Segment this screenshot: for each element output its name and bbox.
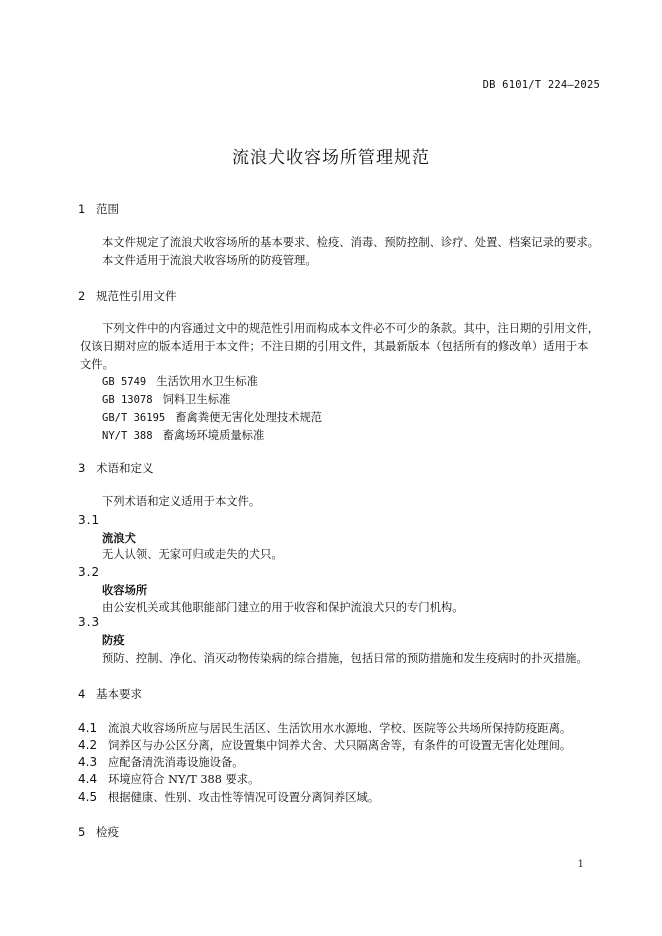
reference-code: GB 13078: [102, 394, 153, 406]
requirement-number: 4.2: [78, 738, 98, 752]
term-definition: 预防、控制、净化、消灭动物传染病的综合措施，包括日常的预防措施和发生疫病时的扑灭措施。: [102, 652, 588, 665]
term-name: 收容场所: [102, 584, 148, 597]
reference-name: 饲料卫生标准: [162, 393, 231, 406]
requirement-number: 4.5: [78, 790, 98, 804]
section-title: 范围: [96, 202, 119, 216]
references-intro-text-3: 文件。: [80, 358, 114, 371]
references-intro-line-3: [80, 355, 604, 374]
reference-name: 生活饮用水卫生标准: [156, 375, 258, 388]
requirement-item: [78, 737, 571, 753]
section-heading-scope: [78, 201, 119, 217]
scope-paragraph-2: [80, 251, 604, 270]
section-number: 4: [78, 687, 86, 701]
requirement-item: [78, 754, 244, 770]
section-title: 规范性引用文件: [96, 289, 177, 303]
reference-item: [102, 409, 322, 425]
reference-name: 畜禽粪便无害化处理技术规范: [175, 411, 323, 424]
requirement-item: [78, 771, 259, 787]
references-intro-text-1: 下列文件中的内容通过文中的规范性引用而构成本文件必不可少的条款。其中，注日期的引用文件，: [102, 322, 600, 335]
requirement-text: 应配备清洗消毒设施设备。: [108, 756, 244, 769]
requirement-text: 环境应符合 NY/T 388 要求。: [108, 773, 260, 786]
requirement-text: 根据健康、性别、攻击性等情况可设置分离饲养区域。: [108, 791, 380, 804]
document-code: DB 6101/T 224—2025: [482, 79, 600, 91]
section-number: 5: [78, 825, 86, 839]
references-intro-line-1: [80, 319, 604, 338]
requirement-item: [78, 720, 571, 736]
section-heading-terms: [78, 460, 154, 476]
terms-intro-text: 下列术语和定义适用于本文件。: [102, 495, 261, 508]
section-title: 基本要求: [96, 687, 142, 701]
term-name: 流浪犬: [102, 532, 136, 545]
reference-item: [102, 373, 258, 389]
reference-code: GB 5749: [102, 376, 147, 388]
document-title: 流浪犬收容场所管理规范: [232, 148, 430, 168]
section-number: 1: [78, 202, 86, 216]
page-number: 1: [577, 858, 584, 870]
section-number: 2: [78, 289, 86, 303]
reference-item: [102, 427, 264, 443]
term-number: 3.2: [78, 565, 101, 579]
term-definition: 无人认领、无家可归或走失的犬只。: [102, 548, 283, 561]
term-name: 防疫: [102, 634, 125, 647]
section-heading-references: [78, 288, 177, 304]
section-heading-quarantine: [78, 824, 119, 840]
term-number: 3.3: [78, 615, 101, 629]
references-intro-text-2: 仅该日期对应的版本适用于本文件；不注日期的引用文件，其最新版本（包括所有的修改单）适用于本: [80, 340, 589, 353]
requirement-number: 4.3: [78, 755, 98, 769]
terms-intro: [80, 492, 604, 511]
scope-paragraph-1: [80, 233, 604, 252]
term-number: 3.1: [78, 513, 101, 527]
requirement-text: 流浪犬收容场所应与居民生活区、生活饮用水水源地、学校、医院等公共场所保持防疫距离。: [108, 722, 572, 735]
section-title: 术语和定义: [96, 461, 154, 475]
reference-code: NY/T 388: [102, 430, 153, 442]
scope-text-2: 本文件适用于流浪犬收容场所的防疫管理。: [102, 254, 317, 267]
reference-name: 畜禽场环境质量标准: [162, 429, 265, 442]
requirement-text: 饲养区与办公区分离，应设置集中饲养犬舍、犬只隔离舍等，有条件的可设置无害化处理间。: [108, 739, 572, 752]
section-heading-basic-requirements: [78, 686, 142, 702]
reference-item: [102, 391, 230, 407]
requirement-number: 4.1: [78, 721, 98, 735]
reference-code: GB/T 36195: [102, 412, 166, 424]
requirement-number: 4.4: [78, 772, 98, 786]
references-intro-line-2: [80, 337, 604, 356]
requirement-item: [78, 789, 379, 805]
section-number: 3: [78, 461, 86, 475]
section-title: 检疫: [96, 825, 119, 839]
term-definition: 由公安机关或其他职能部门建立的用于收容和保护流浪犬只的专门机构。: [102, 601, 464, 614]
scope-text-1: 本文件规定了流浪犬收容场所的基本要求、检疫、消毒、预防控制、诊疗、处置、档案记录的要求。: [102, 236, 600, 249]
